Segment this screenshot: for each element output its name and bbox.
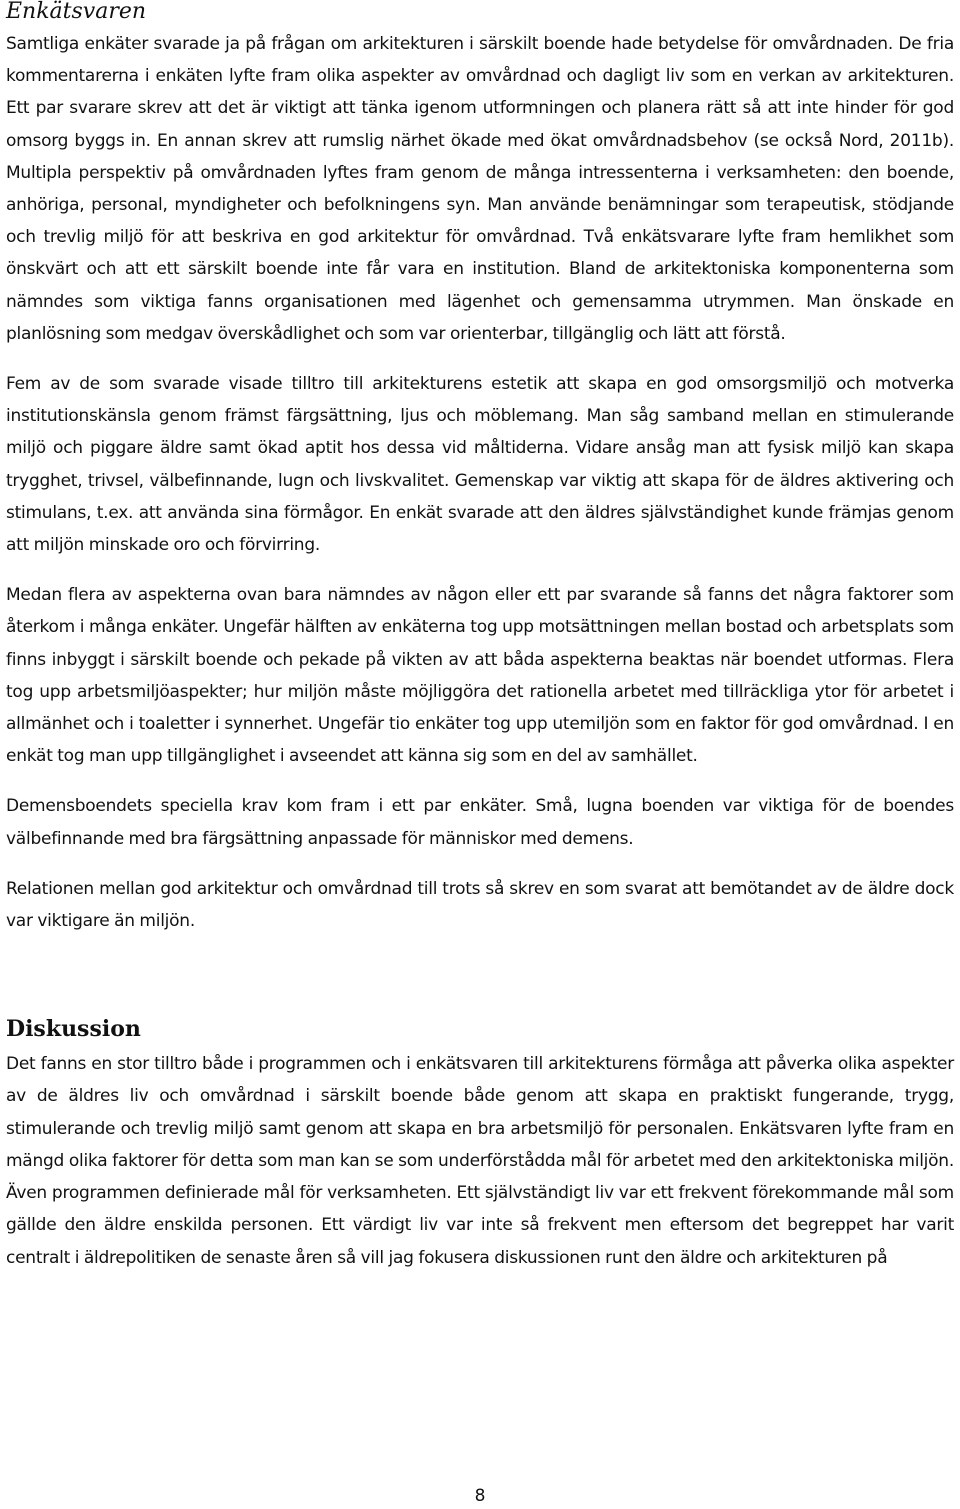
section-heading-diskussion: Diskussion <box>6 1016 141 1043</box>
paragraph: Samtliga enkäter svarade ja på frågan om arkitekturen i särskilt boende hade betydelse för omvårdnaden. De fria kommentarerna i enkäten lyfte fram olika aspekter av omvårdnad och dagligt liv som en verkan av arkitekturen. Ett par svarare skrev att det är viktigt att tänka igenom utformningen och planera rätt så att inte hinder för god omsorg byggs in. En annan skrev att rumslig närhet ökade med ökat omvårdnadsbehov (se också Nord, 2011b). Multipla perspektiv på omvårdnaden lyftes fram genom de många intressenterna i verksamheten: den boende, anhöriga, personal, myndigheter och befolkningens syn. Man använde benämningar som terapeutisk, stödjande och trevlig miljö för att beskriva en god arkitektur för omvårdnad. Två enkätsvarare lyfte fram hemlikhet som önskvärt och att ett särskilt boende inte får vara en institution. Bland de arkitektoniska komponenterna som nämndes som viktiga fanns organisationen med lägenhet och gemensamma utrymmen. Man önskade en planlösning som medgav överskådlighet och som var orienterbar, tillgänglig och lätt att förstå. <box>6 34 954 344</box>
paragraph: Fem av de som svarade visade tilltro till arkitekturens estetik att skapa en god omsorgsmiljö och motverka institutionskänsla genom främst färgsättning, ljus och möblemang. Man såg samband mellan en stimulerande miljö och piggare äldre samt ökad aptit hos dessa vid måltiderna. Vidare ansåg man att fysisk miljö kan skapa trygghet, trivsel, välbefinnande, lugn och livskvalitet. Gemenskap var viktig att skapa för de äldres aktivering och stimulans, t.ex. att använda sina förmågor. En enkät svarade att den äldres självständighet kunde främjas genom att miljön minskade oro och förvirring. <box>6 374 954 556</box>
document-page <box>6 0 954 1274</box>
page-number: 8 <box>474 1486 486 1506</box>
paragraph: Relationen mellan god arkitektur och omvårdnad till trots så skrev en som svarat att bemötandet av de äldre dock var viktigare än miljön. <box>6 878 954 932</box>
paragraph: Medan flera av aspekterna ovan bara nämndes av någon eller ett par svarande så fanns det några faktorer som återkom i många enkäter. Ungefär hälften av enkäterna tog upp motsättningen mellan bostad och arbetsplats som finns inbyggt i särskilt boende och pekade på vikten av att båda aspekterna beaktas när boendet utformas. Flera tog upp arbetsmiljöaspekter; hur miljön måste möjliggöra det rationella arbetet med tillräckliga ytor för arbetet i allmänhet och i toaletter i synnerhet. Ungefär tio enkäter tog upp utemiljön som en faktor för god omvårdnad. I en enkät tog man upp tillgänglighet i avseendet att känna sig som en del av samhället. <box>6 585 954 767</box>
paragraph: Demensboendets speciella krav kom fram i ett par enkäter. Små, lugna boenden var viktiga för de boendes välbefinnande med bra färgsättning anpassade för människor med demens. <box>6 796 954 849</box>
section-heading-enkatsvaren: Enkätsvaren <box>6 0 147 24</box>
paragraph: Det fanns en stor tilltro både i programmen och i enkätsvaren till arkitekturens förmåga att påverka olika aspekter av de äldres liv och omvårdnad i särskilt boende både genom att skapa en praktiskt fungerande, trygg, stimulerande och trevlig miljö samt genom att skapa en bra arbetsmiljö för personalen. Enkätsvaren lyfte fram en mängd olika faktorer för detta som man kan se som underförstådda mål för arbetet med den arkitektoniska miljön. Även programmen definierade mål för verksamheten. Ett självständigt liv var ett frekvent förekommande mål som gällde den äldre enskilda personen. Ett värdigt liv var inte så frekvent men eftersom det begreppet har varit centralt i äldrepolitiken de senaste åren så vill jag fokusera diskussionen runt den äldre och arkitekturen på <box>6 1054 954 1268</box>
